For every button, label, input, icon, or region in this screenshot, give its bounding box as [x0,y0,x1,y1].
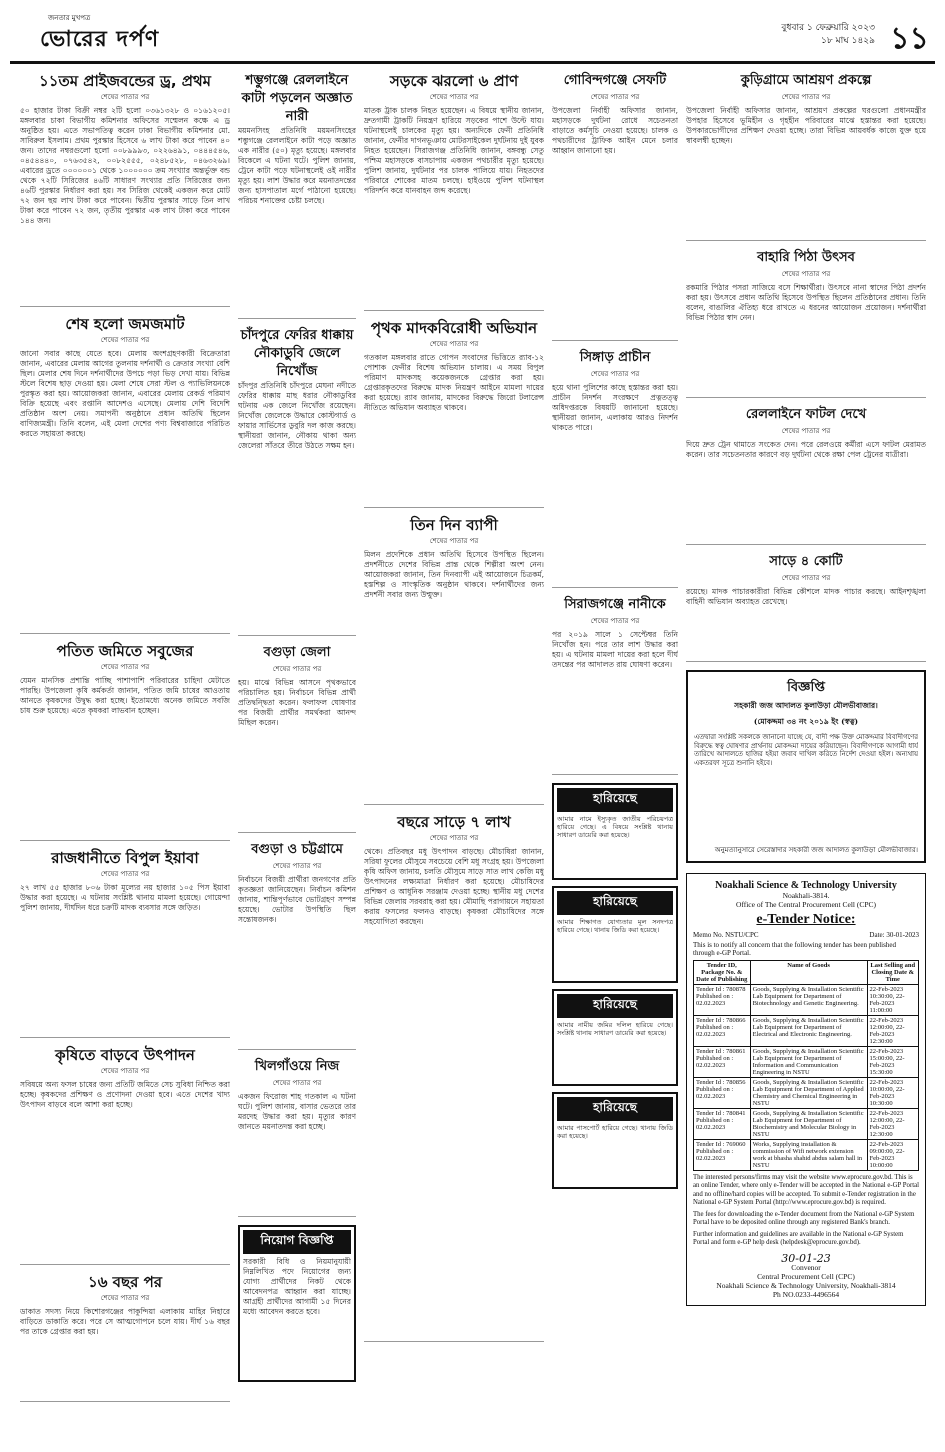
tender-id: Tender Id : 780841 Published on : 02.02.2023 [694,1108,751,1139]
story-headline: বছরে সাড়ে ৭ লাখ [397,813,511,831]
table-row [694,1108,919,1139]
continued-label: শেষের পাতার পর [272,1079,322,1087]
story-headline: ১৬ বছর পর [87,1273,163,1291]
story [20,1273,230,1402]
story-body: হয়ে থানা পুলিশের কাছে হস্তান্তর করা হয়। প্রাচীন নিদর্শন সংরক্ষণে প্রত্নতত্ত্ব অধিদপ্তরকে বিষয়টি জানানো হয়েছে। স্থানীয়রা জানান, এলাকায় আরও নিদর্শন থাকতে পারে। [552,383,678,432]
continued-label: শেষের পাতার পর [100,93,150,101]
continued-label: শেষের পাতার পর [429,537,479,545]
job-title: নিয়োগ বিজ্ঞপ্তি [243,1230,351,1254]
goods-name: Goods, Supplying & Installation Scientific Lab Equipment for Department of Biotechnology and Genetic Engineering. [750,984,867,1015]
story-body: নির্বাচনে বিজয়ী প্রার্থীরা জনগণের প্রতি কৃতজ্ঞতা জানিয়েছেন। নির্বাচন কমিশন জানায়, শান্তিপূর্ণভাবে ভোটগ্রহণ সম্পন্ন হয়েছে। ভোটার উপস্থিতি ছিল সন্তোষজনক। [238,875,356,924]
story-headline: সিরাজগঞ্জে নানীকে [564,597,666,612]
story [238,841,356,1050]
story [364,516,544,805]
newspaper-logo: ভোরের দর্পণ [40,27,160,52]
lost-body: আমার শিক্ষাগত যোগ্যতার মূল সনদপত্র হারিয়ে গেছে। থানায় জিডি করা হয়েছে। [557,918,673,934]
story-body: উপজেলা নির্বাহী অফিসার জানান, মহাসড়কে দুর্ঘটনা রোধে সচেতনতা বাড়াতে কর্মসূচি নেওয়া হয়েছে। চালক ও পথচারীদের ট্রাফিক আইন মেনে চলার আহ্বান জানানো হয়। [552,106,678,155]
column-1 [20,72,230,1410]
continued-label: শেষের পাতার পর [590,93,640,101]
goods-name: Goods, Supplying & Installation Scientific Lab Equipment for Department of Biochemistry and Molecular Biology in NSTU [750,1108,867,1139]
continued-label: শেষের পাতার পর [100,336,150,344]
story-headline: বগুড়া ও চট্টগ্রামে [251,842,343,857]
story [20,72,230,307]
story [686,553,926,662]
e-tender-notice [686,873,926,1306]
tender-id: Tender Id : 780866 Published on : 02.02.2023 [694,1015,751,1046]
closing-date: 22-Feb-2023 12:00:00, 22-Feb-2023 12:30:00 [867,1015,918,1046]
story-body: মিলন প্রদেশিকে প্রধান অতিথি হিসেবে উপস্থিত ছিলেন। প্রদর্শনীতে দেশের বিভিন্ন প্রান্ত থেকে শিল্পীরা অংশ নেন। আয়োজকরা জানান, তিন দিনব্যাপী এই আয়োজনে চিত্রকর্ম, হস্তশিল্প ও সাংস্কৃতিক অনুষ্ঠান থাকবে। দর্শনার্থীদের জন্য প্রদর্শনী সবার জন্য উন্মুক্ত। [364,550,544,599]
lost-body: আমার নামে ইস্যুকৃত জাতীয় পরিচয়পত্র হারিয়ে গেছে। এ বিষয়ে সংশ্লিষ্ট থানায় সাধারণ ডায়েরি করা হয়েছে। [557,815,673,839]
table-row [694,1077,919,1108]
story [20,642,230,841]
story-headline: গোবিন্দগঞ্জে সেফটি [563,73,667,88]
story-body: থেকে। প্রতিবছর মধু উৎপাদন বাড়ছে। মৌচাষিরা জানান, সরিষা ফুলের মৌসুমে সবচেয়ে বেশি মধু সংগ্রহ হয়। উপজেলা কৃষি অফিস জানায়, চলতি মৌসুমে সাড়ে সাত লাখ কেজি মধু উৎপাদনের লক্ষ্যমাত্রা নির্ধারণ করা হয়েছে। মৌচাষিদের প্রশিক্ষণ ও আধুনিক সরঞ্জাম দেওয়া হচ্ছে। স্থানীয় মধু দেশের বিভিন্ন জেলায় সরবরাহ করা হয়। মৌমাছি পরাগায়নে সহায়তা করায় ফসলের ফলনও বাড়ছে। কৃষকরা মৌচাষিদের সঙ্গে সহযোগিতা করছেন। [364,847,544,926]
story-body: রকমারি পিঠার পসরা সাজিয়ে বসে শিক্ষার্থীরা। উৎসবে নানা স্বাদের পিঠা প্রদর্শন করা হয়। উৎসবে প্রধান অতিথি হিসেবে উপস্থিত ছিলেন প্রতিষ্ঠানের প্রধান। তিনি বলেন, বাঙালির ঐতিহ্য ধরে রাখতে এ ধরনের আয়োজন প্রয়োজন। দর্শনার্থীরা বিভিন্ন পিঠার স্বাদ নেন। [686,283,926,322]
notice-body: এতদ্বারা সংশ্লিষ্ট সকলকে জানানো যাচ্ছে যে, বাদী পক্ষ উক্ত মোকদ্দমার বিবাদীগণের বিরুদ্ধে স্বত্ব ঘোষণার প্রার্থনায় মোকদ্দমা দায়ের করিয়াছেন। বিবাদীগণকে আগামী ধার্য তারিখে আদালতে হাজির হইয়া জবাব দাখিল করিতে নির্দেশ দেওয়া হইল। অন্যথায় একতরফা সূত্রে শুনানি হইবে। [694,733,918,767]
continued-label: শেষের পাতার পর [100,870,150,878]
notice-title: বিজ্ঞপ্তি [787,680,825,695]
tender-id: Tender Id : 780878 Published on : 02.02.2023 [694,984,751,1015]
story [238,327,356,636]
story [686,249,926,398]
closing-date: 22-Feb-2023 09:00:00, 22-Feb-2023 10:00:00 [867,1139,918,1170]
university-city: Noakhali-3814. [782,890,830,900]
issue-date [781,22,875,48]
story [364,319,544,508]
closing-date: 22-Feb-2023 10:00:00, 22-Feb-2023 10:30:00 [867,1077,918,1108]
continued-label: শেষের পাতার পর [429,834,479,842]
lost-title: হারিয়েছে [557,788,673,812]
memo-date: Date: 30-01-2023 [869,930,919,939]
story-headline: রাজধানীতে বিপুল ইয়াবা [51,849,199,867]
date-bangla: ১৮ মাঘ ১৪২৯ [821,36,875,46]
lost-title: হারিয়েছে [557,994,673,1018]
story-headline: পতিত জমিতে সবুজের [56,642,194,660]
story-headline: খিলগাঁওয়ে নিজ [254,1059,340,1074]
column-5 [686,72,926,1306]
continued-label: শেষের পাতার পর [781,427,831,435]
story-headline: সাড়ে ৪ কোটি [769,554,843,569]
story-body: পর ২০১৯ সালে ১ সেপ্টেম্বর তিনি নিখোঁজ হন। পরে তার লাশ উদ্ধার করা হয়। এ ঘটনায় মামলা দায়ের করা হলে দীর্ঘ তদন্তের পর আদালত রায় ঘোষণা করেন। [552,630,678,669]
lost-notice [552,1092,678,1189]
table-header: Tender ID, Package No. & Date of Publishing [694,960,751,984]
page-number: ১১ [890,21,929,56]
tender-id: Tender Id : 780856 Published on : 02.02.2023 [694,1077,751,1108]
story-body: হয়। মাঝে বিভিন্ন আসনে পৃথকভাবে পরিচালিত হয়। নির্বাচনে বিভিন্ন প্রার্থী প্রতিদ্বন্দ্বিতা করেন। ফলাফল ঘোষণার পর বিজয়ী প্রার্থীর সমর্থকরা আনন্দ মিছিল করেন। [238,678,356,727]
story [552,72,678,341]
goods-name: Works, Supplying installation & commission of Wifi network extension work at bhasha shahid abdus salam hall in NSTU [750,1139,867,1170]
story [20,849,230,1038]
continued-label: শেষের পাতার পর [781,93,831,101]
notice-subtitle: সহকারী জজ আদালত কুলাউড়া মৌলভীবাজার। [734,701,878,710]
tender-footer-2: The fees for downloading the e-Tender document from the National e-GP System Portal have to be deposited online through any registered Bank's branch. [693,1210,915,1227]
tender-id: Tender Id : 769060 Published on : 02.02.2023 [694,1139,751,1170]
continued-label: শেষের পাতার পর [590,370,640,378]
closing-date: 22-Feb-2023 10:30:00, 22-Feb-2023 11:00:00 [867,984,918,1015]
lost-notice [552,989,678,1086]
closing-date: 22-Feb-2023 12:00:00, 22-Feb-2023 12:30:00 [867,1108,918,1139]
job-advertisement [238,1225,356,1382]
story [552,349,678,588]
goods-name: Goods, Supplying & Installation Scientific Lab Equipment for Department of Applied Chemistry and Chemical Engineering in NSTU [750,1077,867,1108]
story-body: রয়েছে। মাদক পাচারকারীরা বিভিন্ন কৌশলে মাদক পাচার করছে। আইনশৃঙ্খলা বাহিনী অভিযান অব্যাহত রেখেছে। [686,587,926,606]
table-row [694,1046,919,1077]
story [364,813,544,1342]
story [238,644,356,833]
continued-label: শেষের পাতার পর [781,574,831,582]
continued-label: শেষের পাতার পর [100,1067,150,1075]
story-body: ডাকাত সদস্য নিয়ে কিশোরগঞ্জের পাকুন্দিয়া এলাকায় মাহির নিহারে বাড়িতে ডাকাতি করে। পরে সে আত্মগোপনে চলে যায়। দীর্ঘ ১৬ বছর পর তাকে গ্রেপ্তার করা হয়। [20,1307,230,1336]
story [20,1046,230,1265]
notice-case: (মোকদ্দমা ৩৪ নং ২০১৯ ইং (স্বত্ব) [753,717,859,726]
story-headline: পৃথক মাদকবিরোধী অভিযান [370,319,538,337]
signature-date: 30-01-23 [781,1251,831,1265]
story-body: চাঁদপুর প্রতিনিধি চাঁদপুরে মেঘনা নদীতে ফেরির ধাক্কায় মাছ ধরার নৌকাডুবির ঘটনায় এক জেলে নিখোঁজ রয়েছেন। নিখোঁজ জেলেকে উদ্ধারে কোস্টগার্ড ও ফায়ার সার্ভিসের ডুবুরি দল কাজ করছে। স্থানীয়রা জানান, নৌকায় থাকা অন্য জেলেরা সাঁতরে তীরে উঠতে সক্ষম হন। [238,381,356,450]
memo-number: Memo No. NSTU/CPC [693,930,759,939]
story-body: গতকাল মঙ্গলবার রাতে গোপন সংবাদের ভিত্তিতে র‍্যাব-১২ পোশাক ফেনীর বিশেষ অভিযান চালায়। এ সময় বিপুল পরিমাণ মাদকসহ কয়েকজনকে গ্রেপ্তার করা হয়। গ্রেপ্তারকৃতদের বিরুদ্ধে মাদক নিয়ন্ত্রণ আইনে মামলা দায়ের করা হয়েছে। র‍্যাব জানায়, মাদকের বিরুদ্ধে জিরো টলারেন্স নীতিতে অভিযান অব্যাহত থাকবে। [364,353,544,412]
lost-title: হারিয়েছে [557,891,673,915]
table-header: Name of Goods [750,960,867,984]
story-body: দিয়ে দ্রুত ট্রেন থামাতে সংকেত দেন। পরে রেলওয়ে কর্মীরা এসে ফাটল মেরামত করেন। তার সচেতনতার কারণে বড় দুর্ঘটনা থেকে রক্ষা পেল ট্রেনের যাত্রীরা। [686,440,926,459]
closing-date: 22-Feb-2023 15:00:00, 22-Feb-2023 15:30:00 [867,1046,918,1077]
story-body: উপজেলা নির্বাহী অফিসার জানান, আশ্রয়ণ প্রকল্পের ঘরগুলো প্রধানমন্ত্রীর উপহার হিসেবে ভূমিহীন ও গৃহহীন পরিবারের মাঝে হস্তান্তর করা হয়েছে। উপকারভোগীদের প্রশিক্ষণ দেওয়া হচ্ছে। তারা বিভিন্ন আয়বর্ধক কাজে যুক্ত হয়ে স্বাবলম্বী হচ্ছেন। [686,106,926,145]
tender-id: Tender Id : 780861 Published on : 02.02.2023 [694,1046,751,1077]
continued-label: শেষের পাতার পর [272,862,322,870]
table-row [694,984,919,1015]
address: Noakhali Science & Technology University, Noakhali-3814 [716,1280,896,1290]
story-headline: রেললাইনে ফাটল দেখে [745,407,867,422]
column-4 [552,72,678,1195]
story-headline: শেষ হলো জমজমাট [65,315,185,333]
story-headline: শম্ভুগঞ্জে রেললাইনে কাটা পড়লেন অজ্ঞাত নারী [241,73,353,124]
continued-label: শেষের পাতার পর [590,617,640,625]
goods-name: Goods, Supplying & Installation Scientific Lab Equipment for Department of Information and Communication Engineering in NSTU [750,1046,867,1077]
tender-table [693,960,919,1171]
convenor-label: Convenor [791,1262,821,1272]
goods-name: Goods, Supplying & Installation Scientific Lab Equipment for Department of Electrical and Electronic Engineering. [750,1015,867,1046]
continued-label: শেষের পাতার পর [272,665,322,673]
lost-notice [552,783,678,880]
lost-notice [552,886,678,983]
story-headline: সিঙ্গাড় প্রাচীন [579,350,651,365]
story [552,596,678,775]
university-name: Noakhali Science & Technology University [715,879,897,891]
story-body: ৫০ হাজার টাকা বিক্রী নম্বর ২টি হলো ০৩৬১৩২৮ ও ০১৬১২০৫। মঙ্গলবার চাকা বিভাগীয় কমিশনার অফিসের সম্মেলন কক্ষে এ ড্র অনুষ্ঠিত হয়। এতে সভাপতিত্ব করেন ঢাকা বিভাগীয় কমিশনার মো. সাবিরুল ইসলাম। প্রথম পুরস্কার হিসেবে ৬ লাখ টাকা করে পাবেন ৪০ জন। তাদের নম্বরগুলো হলো ০০৮৯৯৯৩, ০২২৬৪৯১, ০৪৪৪৫৪৬, ০৪৫৪৪৪০, ০৭৬৩৫৪২, ০০৮২৫৫৫, ০২৪৮৫২৮, ০৪৬৩২৬৯। এবারের ড্রতে ০০০০০০১ থেকে ১০০০০০০ ক্রম সংখ্যার অন্তর্ভুক্ত বন্ড থেকে ৭২টি সিরিজের ৪৬টি সাধারণ সংখ্যার প্রতি সিরিজের জন্য ৪৬টি পুরস্কার নির্ধারণ করা হয়। সব সিরিজ থেকেই একজন করে মোট ৭২ জন ছয় লাখ টাকা করে পাবেন। দ্বিতীয় পুরস্কার সাড়ে তিন লাখ টাকা করে পাবেন ৭২ জন, তৃতীয় পুরস্কার এক লাখ টাকা করে পাবেন ১৪৪ জন। [20,106,230,225]
story-body: যেমন মানসিক প্রশান্তি পাচ্ছি পাশাপাশি পরিবারের চাহিদা মেটাতে পারছি। উপজেলা কৃষি কর্মকর্তা জানান, পতিত জমি চাষের আওতায় আনতে কৃষকদের উদ্বুদ্ধ করা হচ্ছে। ইতোমধ্যে অনেক জমিতে সবজি চাষ শুরু হয়েছে। এতে কৃষকরা লাভবান হচ্ছেন। [20,676,230,715]
continued-label: শেষের পাতার পর [100,1294,150,1302]
continued-label: শেষের পাতার পর [781,270,831,278]
story-headline: সড়কে ঝরলো ৬ প্রাণ [389,72,519,90]
story-headline: কুড়িগ্রামে আশ্রয়ণ প্রকল্পে [740,73,872,88]
table-header: Last Selling and Closing Date & Time [867,960,918,984]
story-headline: বাহারি পিঠা উৎসব [757,250,855,265]
lost-title: হারিয়েছে [557,1097,673,1121]
office-name: Office of The Central Procurement Cell (CPC) [735,899,877,909]
lost-body: আমার পাসপোর্ট হারিয়ে গেছে। থানায় জিডি করা হয়েছে। [557,1124,673,1140]
story-body: জানো সবার কাছে যেতে হবে। মেলায় অংশগ্রহণকারী বিক্রেতারা জানান, এবারের মেলায় আগের তুলনায় দর্শনার্থী ও ক্রেতার সংখ্যা বেশি ছিল। মেলার শেষ দিনে দর্শনার্থীদের উপচে পড়া ভিড় দেখা যায়। বিভিন্ন স্টলে বিশেষ ছাড় দেওয়া হয়। মেলা শেষে সেরা স্টল ও প্যাভিলিয়নকে পুরস্কৃত করা হয়। আয়োজকরা জানান, এবারের মেলায় রেকর্ড পরিমাণ বিক্রি হয়েছে এবং রপ্তানি আদেশও এসেছে। মেলায় দেশি বিদেশি প্রতিষ্ঠান অংশ নেয়। সমাপনী অনুষ্ঠানে প্রধান অতিথি ছিলেন বাণিজ্যমন্ত্রী। তিনি বলেন, এই মেলা দেশের পণ্য বিশ্ববাজারে পরিচিত করতে সহায়তা করছে। [20,349,230,438]
story-body: সবিষয়ে অন্য ফসল চাষের জন্য প্রতিটি জমিতে সেচ সুবিধা নিশ্চিত করা হচ্ছে। কৃষকদের প্রশিক্ষণ ও প্রণোদনা দেওয়া হবে। এতে দেশের খাদ্য উৎপাদন বাড়বে বলে আশা করা হচ্ছে। [20,1080,230,1109]
tender-intro: This is to notify all concern that the following tender has been published through e-GP Portal. [693,940,896,957]
tender-title: e-Tender Notice: [756,911,856,927]
tender-footer-3: Further information and guidelines are available in the National e-GP System Portal and form e-GP help desk (helpdesk@eprocure.gov.bd). [693,1230,904,1247]
memo-row [693,931,919,939]
story [20,315,230,634]
story [364,72,544,311]
job-body: সরকারী বিধি ও নিয়মানুযায়ী নিম্নলিখিত পদে নিয়োগের জন্য যোগ্য প্রার্থীদের নিকট থেকে আবেদনপত্র আহ্বান করা যাচ্ছে। আগ্রহী প্রার্থীদের আগামী ১৫ দিনের মধ্যে আবেদন করতে হবে। [243,1257,351,1316]
court-notice [686,670,926,863]
continued-label: শেষের পাতার পর [429,340,479,348]
date-gregorian: বুধবার ১ ফেব্রুয়ারি ২০২৩ [781,23,875,33]
story-body: ২৭ লাখ ৫৫ হাজার ৮০৬ টাকা মূল্যের নয় হাজার ১০৫ পিস ইয়াবা উদ্ধার করা হয়েছে। এ ঘটনায় সংশ্লিষ্ট থানায় মামলা হয়েছে। গোয়েন্দা পুলিশ জানায়, দীর্ঘদিন ধরে চক্রটি মাদক ব্যবসার সঙ্গে জড়িত। [20,883,230,912]
story-headline: ১১তম প্রাইজবন্ডের ড্র, প্রথম [38,72,212,90]
story [686,406,926,545]
tender-footer-1: The interested persons/firms may visit the website www.eprocure.gov.bd. This is an online Tender, where only e-Tender will be accepted in the National e-GP Portal and no offline/hard copies will be accepted. To submit e-Tender registration in the National e-GP System Portal (http://www.eprocure.gov.bd) is required. [693,1173,920,1207]
story-headline: চাঁদপুরে ফেরির ধাক্কায় নৌকাডুবি জেলে নিখোঁজ [240,328,354,379]
column-3 [364,72,544,1350]
story-headline: বগুড়া জেলা [263,645,331,660]
story-body: ময়মনসিংহ প্রতিনিধি ময়মনসিংহের শম্ভুগঞ্জে রেললাইনে কাটা পড়ে অজ্ঞাত এক নারীর (৫০) মৃত্যু হয়েছে। মঙ্গলবার বিকেলে এ ঘটনা ঘটে। পুলিশ জানায়, ট্রেনে কাটা পড়ে ঘটনাস্থলেই ওই নারীর মৃত্যু হয়। লাশ উদ্ধার করে ময়নাতদন্তের জন্য হাসপাতাল মর্গে পাঠানো হয়েছে। পরিচয় শনাক্তের চেষ্টা চলছে। [238,126,356,205]
masthead [10,8,935,64]
story-body: মাতক ট্রাক চালক নিহত হয়েছেন। এ বিষয়ে স্থানীয় জানান, দ্রুতগামী ট্রাকটি নিয়ন্ত্রণ হারিয়ে সড়কের পাশে উল্টে যায়। ঘটনাস্থলেই চালকের মৃত্যু হয়। অন্যদিকে ফেনী প্রতিনিধি জানান, ফেনীর দাগনভূঞায় মোটরসাইকেল দুর্ঘটনায় দুই যুবক নিহত হয়েছেন। সিরাজগঞ্জ প্রতিনিধি জানান, বঙ্গবন্ধু সেতু পশ্চিম মহাসড়কে বাসচাপায় একজন পথচারীর মৃত্যু হয়েছে। পুলিশ জানায়, দুর্ঘটনার পর চালক পালিয়ে যায়। নিহতদের পরিবারে শোকের মাতম চলছে। হাইওয়ে পুলিশ ঘটনাস্থল পরিদর্শন করে যানবাহন জব্দ করেছে। [364,106,544,195]
signature-block [693,1251,919,1299]
table-header-row [694,960,919,984]
continued-label: শেষের পাতার পর [100,663,150,671]
continued-label: শেষের পাতার পর [429,93,479,101]
story-body: একজন ফিরোজ শাহ গতকাল এ ঘটনা ঘটে। পুলিশ জানায়, বাসার ভেতরে তার মরদেহ উদ্ধার করা হয়। মৃত্যুর কারণ জানতে ময়নাতদন্ত করা হচ্ছে। [238,1092,356,1131]
story-headline: তিন দিন ব্যাপী [410,516,498,534]
story-headline: কৃষিতে বাড়বে উৎপাদন [55,1046,195,1064]
masthead-tagline: জনতার মুখপত্র [48,14,91,22]
column-2 [238,72,356,1382]
table-row [694,1015,919,1046]
story [686,72,926,241]
story [238,1058,356,1217]
cell-name: Central Procurement Cell (CPC) [757,1271,855,1281]
lost-body: আমার নামীয় জমির দলিল হারিয়ে গেছে। সংশ্লিষ্ট থানায় সাধারণ ডায়েরি করা হয়েছে। [557,1021,673,1037]
story [238,72,356,319]
table-row [694,1139,919,1170]
phone: Ph NO.0233-4496564 [772,1289,840,1299]
notice-signatory: অনুমত্যানুসারে সেরেস্তাদার সহকারী জজ আদালত কুলাউড়া মৌলভীবাজার। [714,846,918,854]
